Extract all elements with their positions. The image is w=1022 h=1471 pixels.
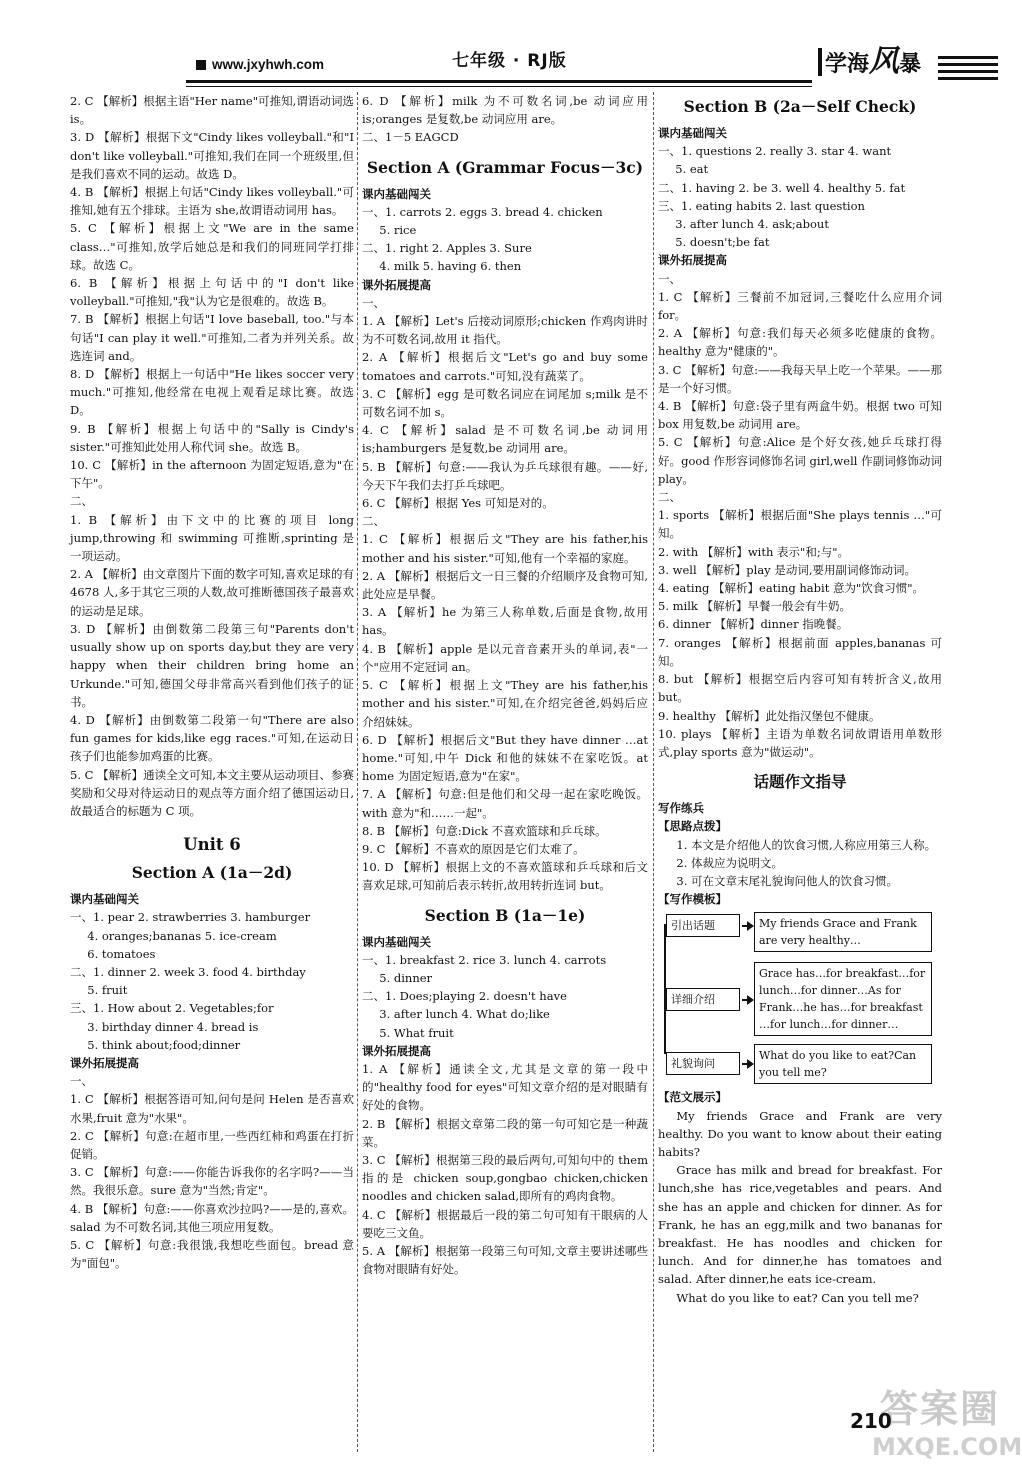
- answer-line: 1. C 【解析】根据答语可知,问句是问 Helen 是否喜欢水果,fruit 意为"水果"。: [70, 1092, 354, 1125]
- answer-line: 5. think about;food;dinner: [87, 1037, 241, 1052]
- brand-bar-icon: [818, 48, 822, 76]
- answer-line: 一、: [362, 295, 385, 310]
- answer-line: 1. A 【解析】Let's 后接动词原形;chicken 作鸡肉讲时为不可数名词,故用 it 指代。: [362, 314, 648, 347]
- answer-list: [362, 92, 648, 147]
- sample-label: 【范文展示】: [658, 1090, 727, 1105]
- writing-template: [658, 912, 942, 1084]
- answer-line: 3. D 【解析】根据下文"Cindy likes volleyball."和"I don't like volleyball."可推知,我们在同一个班级里,但是我们喜欢不同的运动。故选 D。: [70, 130, 354, 181]
- answer-line: 1. A 【解析】通读全文,尤其是文章的第一段中的"healthy food for eyes"可知文章介绍的是对眼睛有好处的食物。: [362, 1061, 648, 1113]
- answer-line: 7. A 【解析】句意:但是他们和父母一起在家吃晚饭。with 意为"和……一起"。: [362, 787, 648, 820]
- answer-line: 6. tomatoes: [87, 946, 156, 961]
- answer-line: 2. A 【解析】根据后文"Let's go and buy some tomatoes and carrots."可知,没有蔬菜了。: [362, 350, 648, 383]
- basics-list: [362, 951, 648, 1042]
- header-rule-thin: [186, 86, 812, 87]
- answer-line: 二、1. having 2. be 3. well 4. healthy 5. fat: [658, 180, 906, 195]
- answer-line: 二、: [70, 494, 93, 509]
- arrow-icon: [742, 925, 752, 927]
- answer-line: 二、1. Does;playing 2. doesn't have: [362, 989, 567, 1004]
- answer-line: 7. B 【解析】根据上句话"I love baseball, too."与本句话"I can play it well."可推知,二者为并列关系。故选连词 and。: [70, 312, 354, 363]
- answer-line: 3. after lunch 4. What do;like: [379, 1007, 550, 1022]
- answer-line: 6. D 【解析】根据后文"But they have dinner …at home."可知,中午 Dick 和他的妹妹不在家吃饭。at home 为固定短语,意为"在家"。: [362, 732, 648, 784]
- template-label: 【写作模板】: [658, 892, 727, 907]
- answer-line: 二、: [362, 514, 385, 529]
- answer-line: 1. C 【解析】三餐前不加冠词,三餐吃什么应用介词 for。: [658, 289, 942, 323]
- extension-list: [70, 1072, 354, 1272]
- unit-title: Unit 6: [183, 835, 241, 855]
- answer-line: 6. B 【解析】根据上句话中的"I don't like volleyball."可推知,"我"认为它是很难的。故选 B。: [70, 276, 354, 309]
- answer-line: 3. 可在文章末尾礼貌询问他人的饮食习惯。: [676, 873, 899, 888]
- practice-label: 写作练兵: [658, 801, 704, 816]
- writing-title: 话题作文指导: [753, 772, 847, 792]
- answer-line: 二、1. dinner 2. week 3. food 4. birthday: [70, 964, 306, 979]
- answer-line: 9. B 【解析】根据上句话中的"Sally is Cindy's sister."可推知此处用人称代词 she。故选 B。: [70, 421, 354, 454]
- answer-line: 二、: [658, 490, 681, 505]
- answer-line: 4. D 【解析】由倒数第二段第一句"There are also fun games for kids,like egg races."可知,在运动日孩子们也能参加鸡蛋的比赛。: [70, 712, 354, 764]
- answer-line: 8. D 【解析】根据上一句话中"He likes soccer very much."可推知,他经常在电视上观看足球比赛。故选 D。: [70, 367, 354, 418]
- answer-line: 4. eating 【解析】eating habit 意为"饮食习惯"。: [658, 581, 925, 596]
- answer-line: 5. dinner: [379, 970, 433, 985]
- answer-line: 3. after lunch 4. ask;about: [675, 217, 829, 232]
- answer-line: 5. C 【解析】通读全文可知,本文主要从运动项目、参赛奖励和父母对待运动日的观点等方面介绍了德国运动日,故最适合的标题为 C 项。: [70, 767, 354, 818]
- answer-line: 一、1. pear 2. strawberries 3. hamburger: [70, 910, 311, 925]
- answer-line: 2. C 【解析】句意:在超市里,一些西红柿和鸡蛋在打折促销。: [70, 1128, 354, 1161]
- answer-line: 5. B 【解析】句意:——我认为乒乓球很有趣。——好,今天下午我们去打乒乓球吧。: [362, 459, 648, 492]
- sample-essay: [658, 1107, 942, 1307]
- answer-line: 3. A 【解析】he 为第三人称单数,后面是食物,故用 has。: [362, 605, 648, 638]
- page-number: 210: [850, 1409, 892, 1433]
- answer-line: 5. What fruit: [379, 1025, 454, 1040]
- site-url-text: www.jxyhwh.com: [212, 57, 325, 72]
- site-url: [196, 56, 324, 74]
- answer-line: 7. oranges 【解析】根据前面 apples,bananas 可知。: [658, 635, 942, 668]
- answer-line: 4. B 【解析】根据上句话"Cindy likes volleyball."可推知,她有五个排球。主语为 she,故谓语动词用 has。: [70, 185, 354, 218]
- basics-list: [658, 142, 942, 251]
- template-key: 礼貌询问: [666, 1052, 740, 1075]
- answer-line: 2. C 【解析】根据主语"Her name"可推知,谓语动词选 is。: [70, 94, 354, 127]
- answer-line: 3. C 【解析】根据第三段的最后两句,可知句中的 them 指的是 chicken soup,gongbao chicken,chicken noodles and chicken salad,即所有的鸡肉食物。: [362, 1152, 648, 1204]
- answer-line: 1. sports 【解析】根据后面"She plays tennis …"可知。: [658, 508, 942, 541]
- column-left: [70, 92, 354, 1272]
- grade-label: 七年级 · RJ版: [452, 51, 567, 71]
- answer-line: 3. D 【解析】由倒数第二段第三句"Parents don't usually show up on sports day,but they are very happy when their children bring home an Urkunde."可知,德国父母非常高兴看到他们孩子的证书。: [70, 621, 354, 709]
- extension-list: [362, 294, 648, 895]
- answer-line: 2. B 【解析】根据文章第二段的第一句可知它是一种蔬菜。: [362, 1116, 648, 1149]
- answer-line: 4. C 【解析】根据最后一段的第二句可知有干眼病的人要吃三文鱼。: [362, 1207, 648, 1240]
- answer-line: 1. B 【解析】由下文中的比赛的项目 long jump,throwing 和 swimming 可推断,sprinting 是一项运动。: [70, 512, 354, 564]
- header-rule: [186, 80, 812, 83]
- tips-list: [658, 836, 942, 891]
- answer-line: 一、1. questions 2. really 3. star 4. want: [658, 144, 892, 159]
- answer-line: 5. doesn't;be fat: [675, 235, 770, 250]
- template-text: What do you like to eat?Can you tell me?: [754, 1044, 932, 1084]
- square-bullet-icon: [196, 60, 206, 70]
- answer-line: 5. C 【解析】根据上文"They are his father,his mother and his sister."可知,在介绍完爸爸,妈妈后应介绍妹妹。: [362, 678, 648, 729]
- answer-line: 二、1. right 2. Apples 3. Sure: [362, 241, 532, 256]
- answer-line: 1. C 【解析】根据后文"They are his father,his mother and his sister."可知,他有一个幸福的家庭。: [362, 532, 648, 565]
- watermark-url: MXQE.COM: [872, 1433, 1022, 1461]
- answer-line: 8. but 【解析】根据空后内容可知有转折含义,故用 but。: [658, 672, 942, 705]
- answer-line: 3. well 【解析】play 是动词,要用副词修饰动词。: [658, 562, 916, 577]
- answer-line: Grace has milk and bread for breakfast. For lunch,she has rice,vegetables and pears. And she has an apple and chicken for dinner. As for Frank, he has an egg,milk and two bananas for breakfast. He has noodles and chicken for lunch. And for dinner,he has tomatoes and salad. After dinner,he eats ice-cream.: [658, 1163, 942, 1287]
- answer-line: 3. birthday dinner 4. bread is: [87, 1019, 259, 1034]
- section-title: Section A (Grammar Focus－3c): [366, 157, 644, 177]
- answer-line: 5. milk 【解析】早餐一般会有牛奶。: [658, 599, 852, 614]
- answer-line: 5. A 【解析】根据第一段第三句可知,文章主要讲述哪些食物对眼睛有好处。: [362, 1243, 648, 1277]
- answer-line: What do you like to eat? Can you tell me?: [676, 1290, 919, 1305]
- answer-line: 4. milk 5. having 6. then: [379, 259, 522, 274]
- extension-label: 课外拓展提高: [362, 1043, 431, 1058]
- brand-text-c: 暴: [899, 52, 922, 77]
- answer-line: 一、1. carrots 2. eggs 3. bread 4. chicken: [362, 204, 603, 219]
- answer-line: 2. A 【解析】句意:我们每天必须多吃健康的食物。healthy 意为"健康的"。: [658, 326, 942, 359]
- watermark-logo: 答案圈: [880, 1387, 1001, 1431]
- extension-list: [362, 1060, 648, 1278]
- answer-line: 2. A 【解析】根据后文一日三餐的介绍顺序及食物可知,此处应是早餐。: [362, 568, 648, 602]
- answer-line: 2. A 【解析】由文章图片下面的数字可知,喜欢足球的有 4678 人,多于其它三项的人数,故可推断德国孩子最喜欢的运动是足球。: [70, 567, 354, 618]
- answer-line: 3. C 【解析】句意:——我每天早上吃一个苹果。——那是一个好习惯。: [658, 362, 942, 395]
- section-title: Section B (1a－1e): [424, 905, 586, 925]
- template-key: 引出话题: [666, 914, 740, 937]
- basics-label: 课内基础闯关: [362, 934, 431, 949]
- extension-label: 课外拓展提高: [362, 277, 431, 292]
- answer-list: [70, 92, 354, 820]
- answer-line: 5. rice: [379, 223, 417, 238]
- answer-line: 5. C 【解析】句意:我很饿,我想吃些面包。bread 意为"面包"。: [70, 1237, 354, 1271]
- answer-line: 4. B 【解析】apple 是以元音音素开头的单词,表"一个"应用不定冠词 an。: [362, 641, 648, 674]
- page-header: [0, 0, 1000, 96]
- header-decoration: [938, 56, 998, 84]
- answer-line: 一、: [658, 271, 681, 286]
- extension-label: 课外拓展提高: [70, 1055, 139, 1070]
- answer-line: 三、1. How about 2. Vegetables;for: [70, 1001, 274, 1016]
- answer-line: 9. healthy 【解析】此处指汉堡包不健康。: [658, 708, 881, 723]
- section-title: Section A (1a－2d): [131, 863, 293, 883]
- column-divider: [653, 92, 654, 1452]
- answer-line: 一、1. breakfast 2. rice 3. lunch 4. carrots: [362, 952, 607, 967]
- brand-text-a: 学海: [825, 52, 870, 77]
- arrow-icon: [742, 999, 752, 1001]
- brand-text-b: 风: [869, 44, 900, 79]
- answer-line: 2. with 【解析】with 表示"和;与"。: [658, 544, 849, 559]
- answer-line: 5. C 【解析】根据上文"We are in the same class…"可推知,放学后她总是和我们的同班同学打排球。故选 C。: [70, 221, 354, 272]
- answer-line: 3. C 【解析】句意:——你能告诉我你的名字吗?——当然。我很乐意。sure 意为"当然;肯定"。: [70, 1165, 354, 1198]
- answer-line: 9. C 【解析】不喜欢的原因是它们太难了。: [362, 841, 585, 856]
- answer-line: 10. D 【解析】根据上文的不喜欢篮球和乒乓球和后文喜欢足球,可知前后表示转折,故用转折连词 but。: [362, 860, 648, 893]
- answer-line: 4. oranges;bananas 5. ice-cream: [87, 928, 277, 943]
- answer-line: 二、1－5 EAGCD: [362, 130, 459, 145]
- basics-list: [70, 908, 354, 1054]
- basics-label: 课内基础闯关: [658, 126, 727, 140]
- template-text: My friends Grace and Frank are very healthy…: [754, 912, 932, 952]
- answer-line: My friends Grace and Frank are very healthy. Do you want to know about their eating habits?: [658, 1108, 942, 1159]
- extension-list: [658, 270, 942, 761]
- basics-label: 课内基础闯关: [362, 186, 431, 201]
- answer-line: 3. C 【解析】egg 是可数名词应在词尾加 s;milk 是不可数名词不加 s。: [362, 386, 648, 420]
- column-middle: [362, 92, 648, 1278]
- answer-line: 10. plays 【解析】主语为单数名词故谓语用单数形式,play sports 意为"做运动"。: [658, 726, 942, 759]
- answer-line: 1. 本文是介绍他人的饮食习惯,人称应用第三人称。: [676, 837, 937, 852]
- column-divider: [357, 92, 358, 1452]
- answer-line: 6. C 【解析】根据 Yes 可知是对的。: [362, 496, 554, 511]
- answer-line: 一、: [70, 1074, 93, 1089]
- answer-line: 2. 体裁应为说明文。: [676, 855, 784, 870]
- column-right: [658, 92, 942, 1307]
- answer-line: 三、1. eating habits 2. last question: [658, 198, 865, 213]
- answer-line: 5. eat: [675, 162, 709, 177]
- answer-line: 10. C 【解析】in the afternoon 为固定短语,意为"在下午"。: [70, 458, 354, 491]
- answer-line: 5. C 【解析】句意:Alice 是个好女孩,她乒乓球打得好。good 作形容词修饰名词 girl,well 作副词修饰动词 play。: [658, 435, 942, 486]
- answer-line: 6. D 【解析】milk 为不可数名词,be 动词应用 is;oranges 是复数,be 动词应用 are。: [362, 94, 648, 127]
- brand-logo: [818, 44, 958, 84]
- extension-label: 课外拓展提高: [658, 253, 727, 268]
- template-text: Grace has…for breakfast…for lunch…for dinner…As for Frank…he has…for breakfast …for lunch…for dinner…: [754, 962, 932, 1036]
- answer-line: 4. C 【解析】salad 是不可数名词,be 动词用 is;hamburgers 是复数,be 动词用 are。: [362, 423, 648, 456]
- basics-label: 课内基础闯关: [70, 892, 139, 907]
- arrow-icon: [742, 1063, 752, 1065]
- template-key: 详细介绍: [666, 988, 740, 1011]
- answer-line: 5. fruit: [87, 983, 128, 998]
- answer-line: 8. B 【解析】句意:Dick 不喜欢篮球和乒乓球。: [362, 823, 607, 838]
- basics-list: [362, 203, 648, 276]
- section-title: Section B (2a－Self Check): [683, 97, 917, 116]
- tips-label: 【思路点拨】: [658, 819, 727, 834]
- answer-line: 4. B 【解析】句意:袋子里有两盒牛奶。根据 two 可知 box 用复数,be 动词用 are。: [658, 399, 942, 432]
- answer-line: 6. dinner 【解析】dinner 指晚餐。: [658, 617, 849, 632]
- answer-line: 4. B 【解析】句意:——你喜欢沙拉吗?——是的,喜欢。salad 为不可数名词,其他三项应用复数。: [70, 1201, 354, 1234]
